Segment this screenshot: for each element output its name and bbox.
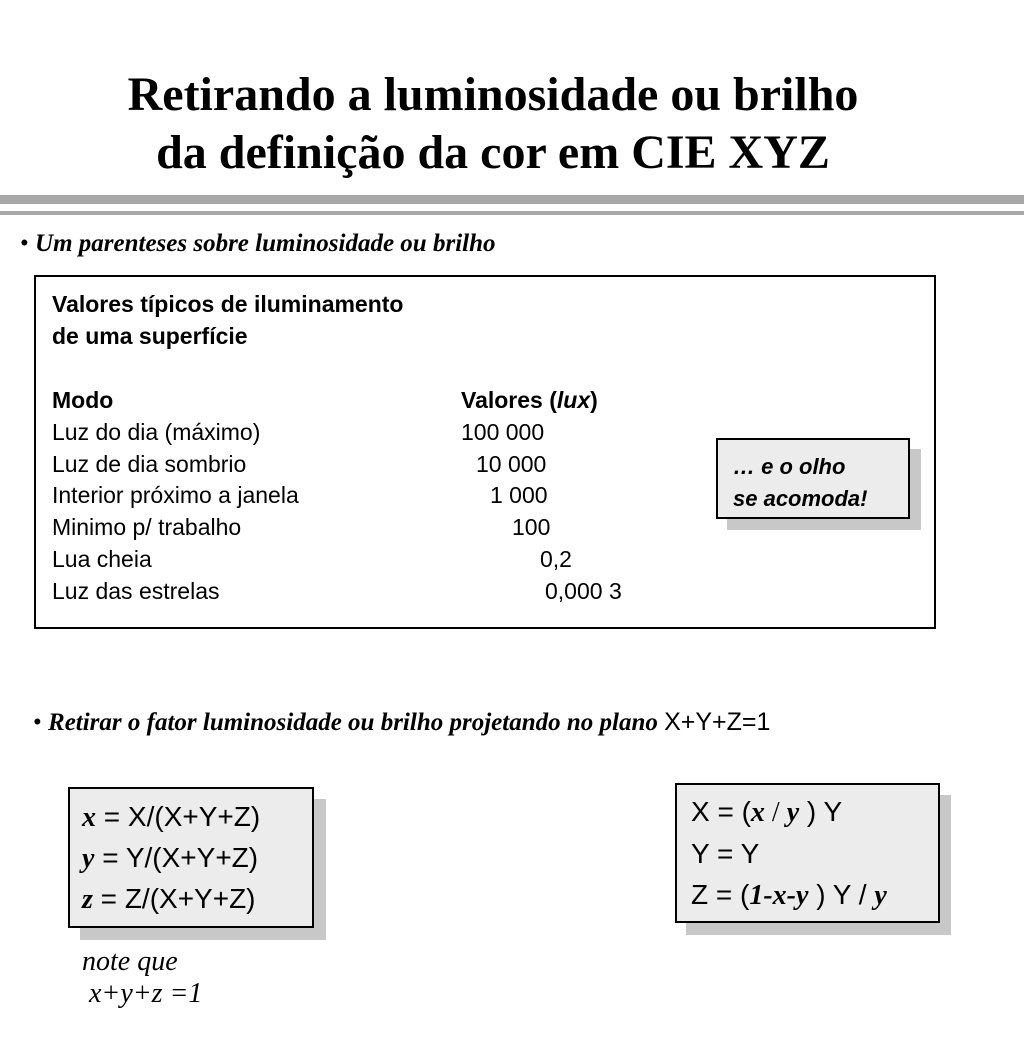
- row-mode: Interior próximo a janela: [52, 482, 299, 508]
- formula-var: y: [874, 880, 887, 911]
- formula-var: y: [786, 797, 800, 828]
- column-header-values-suffix: ): [590, 387, 598, 413]
- column-header-mode: Modo: [52, 387, 114, 413]
- row-mode: Minimo p/ trabalho: [52, 514, 242, 540]
- formula-var: 1-x-y: [749, 880, 809, 911]
- formula-part: X = (: [691, 796, 751, 827]
- title-rule-thin: [0, 211, 1024, 215]
- chromaticity-formulas-box: [68, 787, 314, 928]
- formula-expr: = X/(X+Y+Z): [96, 801, 261, 832]
- eye-callout-line-2: se acomoda!: [733, 486, 868, 511]
- title-line-1: Retirando a luminosidade ou brilho: [127, 68, 859, 121]
- formula-Z: [691, 877, 887, 914]
- table-heading-2: de uma superfície: [52, 323, 248, 349]
- bullet-luminosity: [20, 230, 496, 258]
- row-mode: Lua cheia: [52, 546, 152, 572]
- formula-x: [82, 799, 260, 836]
- column-header-unit: lux: [556, 387, 591, 413]
- formula-var: x: [750, 797, 765, 828]
- bullet-marker: •: [33, 709, 42, 736]
- formula-part: ) Y /: [808, 879, 875, 910]
- formula-y: [82, 840, 258, 877]
- bullet-text: Um parenteses sobre luminosidade ou brilho: [35, 230, 496, 257]
- column-header-values-prefix: Valores (: [461, 387, 557, 413]
- formula-var: y: [82, 843, 95, 874]
- formula-z: [82, 881, 256, 918]
- formula-var: z: [82, 884, 93, 915]
- formula-part: ) Y: [799, 796, 843, 827]
- title-line-2: da definição da cor em CIE XYZ: [156, 126, 830, 179]
- formula-X: [691, 794, 842, 831]
- title-rule-thick: [0, 195, 1024, 204]
- eye-callout-line-1: … e o olho: [733, 454, 846, 479]
- row-mode: Luz das estrelas: [52, 578, 220, 604]
- row-value: 0,2: [540, 546, 572, 572]
- formula-part: /: [764, 797, 787, 828]
- note-equation: x+y+z =1: [89, 978, 203, 1009]
- row-value: 100 000: [461, 419, 545, 445]
- row-value: 0,000 3: [545, 578, 622, 604]
- note-label: note que: [82, 946, 178, 977]
- bullet-marker: •: [20, 230, 29, 257]
- bullet-projection: [33, 708, 770, 737]
- table-heading-1: Valores típicos de iluminamento: [52, 291, 404, 317]
- eye-callout-text: [733, 451, 868, 515]
- bullet-text: Retirar o fator luminosidade ou brilho projetando no plano: [48, 709, 658, 736]
- formula-var: x: [82, 802, 96, 833]
- formula-Y: Y = Y: [691, 838, 760, 869]
- eye-callout: [716, 438, 910, 519]
- formula-expr: = Y/(X+Y+Z): [94, 842, 259, 873]
- page-title: [0, 66, 986, 182]
- row-value: 100: [512, 514, 551, 540]
- formula-part: Z = (: [691, 879, 750, 910]
- row-mode: Luz de dia sombrio: [52, 451, 247, 477]
- row-value: 10 000: [476, 451, 547, 477]
- row-value: 1 000: [490, 482, 548, 508]
- formula-expr: = Z/(X+Y+Z): [92, 883, 256, 914]
- plane-equation: X+Y+Z=1: [664, 708, 771, 736]
- inverse-formulas-box: [675, 783, 940, 923]
- row-mode: Luz do dia (máximo): [52, 419, 261, 445]
- column-header-values: [461, 384, 598, 416]
